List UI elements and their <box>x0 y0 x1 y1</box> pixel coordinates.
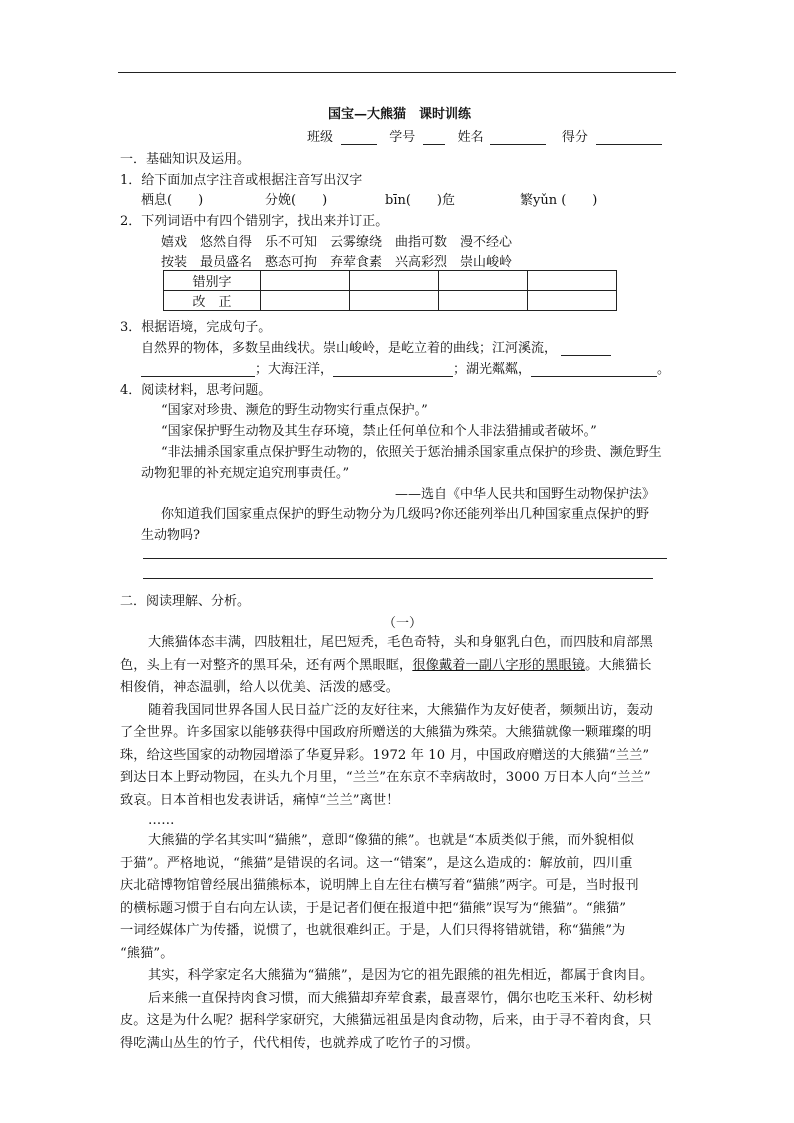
name-label: 姓名 <box>457 130 484 145</box>
passage-line: 得吃满山丛生的竹子，代代相传，也就养成了吃竹子的习惯。 <box>120 1035 479 1051</box>
id-blank[interactable] <box>423 131 445 145</box>
q3-prompt: 3．根据语境，完成句子。 <box>120 320 272 335</box>
q3-text-1: 自然界的物体，多数呈曲线状。崇山峻岭，是屹立着的曲线；江河溪流， <box>141 341 558 356</box>
passage-line: 庆北碚博物馆曾经展出猫熊标本，说明牌上自左往右横写着“猫熊”两字。可是，当时报刊 <box>120 878 639 893</box>
table-cell[interactable] <box>439 271 528 291</box>
table-cell[interactable] <box>350 271 439 291</box>
reading-passage <box>120 632 675 1055</box>
q1-item-4: 繁yǔn ( ) <box>520 193 598 208</box>
table-cell[interactable] <box>261 291 350 311</box>
q1-item-1: 栖息( ) <box>141 193 204 208</box>
passage-line: 的横标题习惯于自右向左认读，于是记者们便在报道中把“猫熊”误写为“熊猫”。“熊猫” <box>120 900 627 916</box>
passage-line: 后来熊一直保持肉食习惯，而大熊猫却弃荤食素，最喜翠竹，偶尔也吃玉米秆、幼杉树 <box>148 990 653 1006</box>
q2-words-line1: 嬉戏 悠然自得 乐不可知 云雾缭绕 曲指可数 漫不经心 <box>161 235 513 250</box>
passage-line: 致哀。日本首相也发表讲话，痛悼“兰兰”离世！ <box>120 792 400 808</box>
correction-table <box>163 270 617 311</box>
passage-line: “熊猫”。 <box>120 945 174 961</box>
table-cell[interactable] <box>439 291 528 311</box>
q4-quote-3b: 动物犯罪的补充规定追究刑事责任。” <box>141 466 350 481</box>
q3-text-2: ；大海汪洋， <box>255 362 334 377</box>
name-blank[interactable] <box>490 131 546 145</box>
section1-heading: 一．基础知识及运用。 <box>120 152 251 167</box>
q3-blank-1b[interactable] <box>141 363 255 377</box>
q3-blank-3[interactable] <box>531 363 657 377</box>
passage-line: 大熊猫的学名其实叫“猫熊”，意即“像猫的熊”。也就是“本质类似于熊，而外貌相似 <box>148 833 634 848</box>
passage-ellipsis: …… <box>148 813 175 828</box>
score-blank[interactable] <box>596 131 662 145</box>
q4-prompt: 4．阅读材料，思考问题。 <box>120 383 272 398</box>
q1-item-2: 分娩( ) <box>265 193 328 208</box>
table-row <box>164 271 617 291</box>
q3-text-3: ；湖光粼粼， <box>453 362 532 377</box>
table-cell[interactable] <box>261 271 350 291</box>
page-title: 国宝—大熊猫 课时训练 <box>328 107 472 122</box>
q3-line2 <box>141 358 670 377</box>
passage-line <box>120 655 675 678</box>
underlined-sentence: 很像戴着一副八字形的黑眼镜 <box>412 657 586 673</box>
q3-text-4: 。 <box>657 362 671 377</box>
top-rule <box>118 72 676 73</box>
q3-blank-1[interactable] <box>561 342 611 356</box>
section2-heading: 二．阅读理解、分析。 <box>120 594 251 609</box>
id-label: 学号 <box>389 130 416 145</box>
table-row <box>164 291 617 311</box>
passage-line: 皮。这是为什么呢？据科学家研究，大熊猫远祖虽是肉食动物，后来，由于寻不着肉食，只 <box>120 1013 652 1028</box>
table-cell[interactable] <box>528 271 617 291</box>
passage-line: 大熊猫体态丰满，四肢粗壮，尾巴短秃，毛色奇特，头和身躯乳白色，而四肢和肩部黑 <box>148 635 653 650</box>
passage-line: 一词经媒体广为传播，说惯了，也就很难纠正。于是，人们只得将错就错，称“猫熊”为 <box>120 923 626 938</box>
table-cell[interactable] <box>528 291 617 311</box>
passage-line: 相俊俏，神态温驯，给人以优美、活泼的感受。 <box>120 680 400 695</box>
q4-quote-3a: “非法捕杀国家重点保护野生动物的，依照关于惩治捕杀国家重点保护的珍贵、濒危野生 <box>161 445 662 460</box>
passage-line: 到达日本上野动物园，在头九个月里，“兰兰”在东京不幸病故时，3000 万日本人向“兰兰” <box>120 770 651 785</box>
passage-line: 珠，给这些国家的动物园增添了华夏异彩。1972 年 10 月，中国政府赠送的大熊猫“兰兰” <box>120 747 650 763</box>
table-row-label-correct: 改 正 <box>164 291 261 311</box>
q4-question-a: 你知道我们国家重点保护的野生动物分为几级吗?你还能列举出几种国家重点保护的野 <box>161 507 649 522</box>
q2-words-line2: 按装 最员盛名 憨态可拘 弃荤食素 兴高彩烈 崇山峻岭 <box>161 255 513 270</box>
table-row-label-wrong: 错别字 <box>164 271 261 291</box>
class-label: 班级 <box>307 130 334 145</box>
q4-quote-1: “国家对珍贵、濒危的野生动物实行重点保护。” <box>161 403 428 418</box>
passage-line: 其实，科学家定名大熊猫为“猫熊”，是因为它的祖先跟熊的祖先相近，都属于食肉目。 <box>148 968 654 983</box>
q2-prompt: 2．下列词语中有四个错别字，找出来并订正。 <box>120 214 389 229</box>
q4-quote-2: “国家保护野生动物及其生存环境，禁止任何单位和个人非法猎捕或者破坏。” <box>161 424 597 439</box>
passage-text: 色，头上有一对整齐的黑耳朵，还有两个黑眼眶， <box>120 657 413 673</box>
passage-line: 随着我国同世界各国人民日益广泛的友好往来，大熊猫作为友好使者，频频出访，轰动 <box>148 702 653 718</box>
answer-line-2[interactable] <box>143 578 653 579</box>
student-info-line <box>307 126 662 145</box>
class-blank[interactable] <box>341 131 377 145</box>
q1-prompt: 1．给下面加点字注音或根据注音写出汉字 <box>120 173 363 188</box>
answer-line-1[interactable] <box>143 558 667 559</box>
q4-question-b: 生动物吗? <box>141 528 200 543</box>
table-cell[interactable] <box>350 291 439 311</box>
passage-line: 了全世界。许多国家以能够获得中国政府所赠送的大熊猫为殊荣。大熊猫就像一颗璀璨的明 <box>120 725 652 740</box>
passage-text: 。大熊猫长 <box>585 657 652 673</box>
q4-source: ——选自《中华人民共和国野生动物保护法》 <box>395 487 656 502</box>
q1-item-3: bīn( )危 <box>385 193 455 208</box>
passage-line: 于猫”。严格地说，“熊猫”是错误的名词。这一“错案”，是这么造成的：解放前，四川重 <box>120 855 633 871</box>
q3-line1 <box>141 337 611 356</box>
reading-part-label: （一） <box>383 616 423 631</box>
score-label: 得分 <box>561 130 588 145</box>
q3-blank-2[interactable] <box>333 363 453 377</box>
